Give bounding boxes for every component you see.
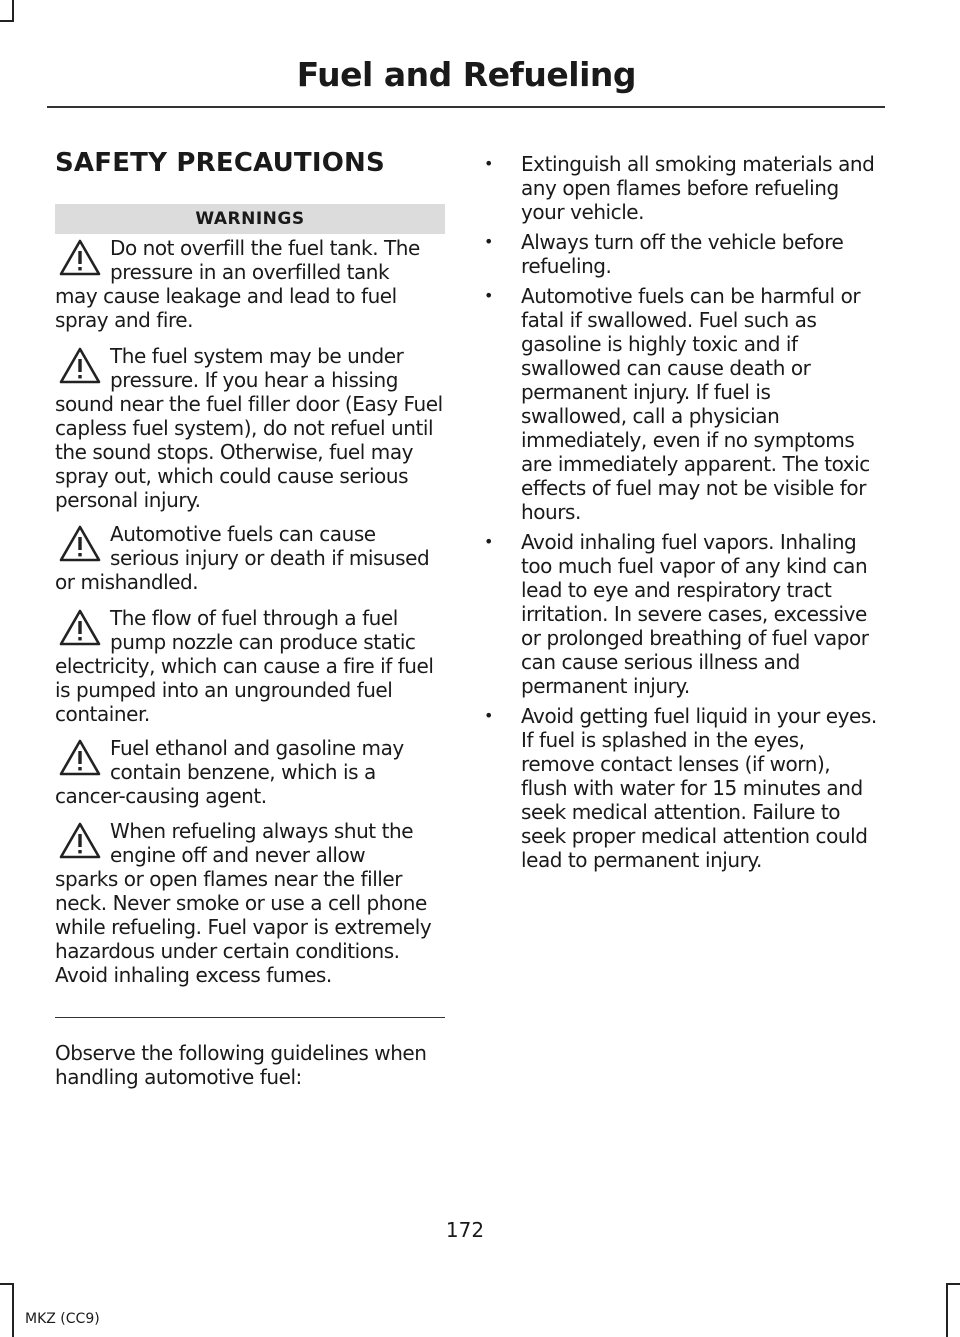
warning-item xyxy=(55,236,447,332)
warning-triangle-icon xyxy=(58,821,102,861)
page-header-title: Fuel and Refueling xyxy=(296,55,636,94)
header-divider xyxy=(47,106,885,108)
warning-text-first: When refueling always shut the engine off and never allow xyxy=(110,819,414,867)
warning-triangle-icon xyxy=(58,238,102,278)
warning-text-first: The flow of fuel through a fuel pump nozzle can produce static xyxy=(110,606,416,654)
warning-text-first: Fuel ethanol and gasoline may contain benzene, which is a xyxy=(110,736,404,784)
warnings-header: WARNINGS xyxy=(55,204,445,234)
warning-text-first: Do not overfill the fuel tank. The pressure in an overfilled tank xyxy=(110,236,420,284)
warning-text-rest: or mishandled. xyxy=(55,570,199,594)
warning-text-rest: sound near the fuel filler door (Easy Fuel capless fuel system), do not refuel until the sound stops. Otherwise, fuel may spray out, which could cause serious personal injury. xyxy=(55,392,443,512)
page-number: 172 xyxy=(445,1218,485,1242)
list-item: • Extinguish all smoking materials and any open flames before refueling your vehicle. xyxy=(480,152,880,224)
warning-item xyxy=(55,522,447,594)
warning-triangle-icon xyxy=(58,608,102,648)
guidelines-list xyxy=(480,152,880,878)
warning-triangle-icon xyxy=(58,346,102,386)
warning-text-first: Automotive fuels can cause serious injury or death if misused xyxy=(110,522,430,570)
list-item: • Avoid getting fuel liquid in your eyes. If fuel is splashed in the eyes, remove contact lenses (if worn), flush with water for 15 minutes and seek medical attention. Failure to seek proper medical attention could lead to permanent injury. xyxy=(480,704,880,872)
crop-mark xyxy=(12,1283,14,1337)
crop-mark xyxy=(0,1283,14,1285)
warning-triangle-icon xyxy=(58,524,102,564)
model-code: MKZ (CC9) xyxy=(25,1311,100,1327)
warning-item xyxy=(55,606,447,726)
warning-item xyxy=(55,344,447,512)
warning-item xyxy=(55,819,447,987)
warning-item xyxy=(55,736,447,808)
warning-text-rest: electricity, which can cause a fire if fuel is pumped into an ungrounded fuel container. xyxy=(55,654,434,726)
warning-text-rest: may cause leakage and lead to fuel spray and fire. xyxy=(55,284,397,332)
list-item: • Automotive fuels can be harmful or fatal if swallowed. Fuel such as gasoline is highly toxic and if swallowed can cause death or permanent injury. If fuel is swallowed, call a physician immediately, even if no symptoms are immediately apparent. The toxic effects of fuel may not be visible for hours. xyxy=(480,284,880,524)
warning-triangle-icon xyxy=(58,738,102,778)
list-item: • Avoid inhaling fuel vapors. Inhaling too much fuel vapor of any kind can lead to eye and respiratory tract irritation. In severe cases, excessive or prolonged breathing of fuel vapor can cause serious illness and permanent injury. xyxy=(480,530,880,698)
section-heading: SAFETY PRECAUTIONS xyxy=(55,148,385,178)
crop-mark xyxy=(0,20,14,22)
crop-mark xyxy=(946,1283,948,1337)
warning-text-rest: cancer-causing agent. xyxy=(55,784,267,808)
warning-text-first: The fuel system may be under pressure. If you hear a hissing xyxy=(110,344,404,392)
warning-text-rest: sparks or open flames near the filler neck. Never smoke or use a cell phone while refueling. Fuel vapor is extremely hazardous under certain conditions. Avoid inhaling excess fumes. xyxy=(55,867,432,987)
list-item: • Always turn off the vehicle before refueling. xyxy=(480,230,880,278)
intro-paragraph: Observe the following guidelines when handling automotive fuel: xyxy=(55,1041,427,1089)
crop-mark xyxy=(12,0,14,22)
warnings-end-divider xyxy=(55,1017,445,1018)
crop-mark xyxy=(946,1283,960,1285)
